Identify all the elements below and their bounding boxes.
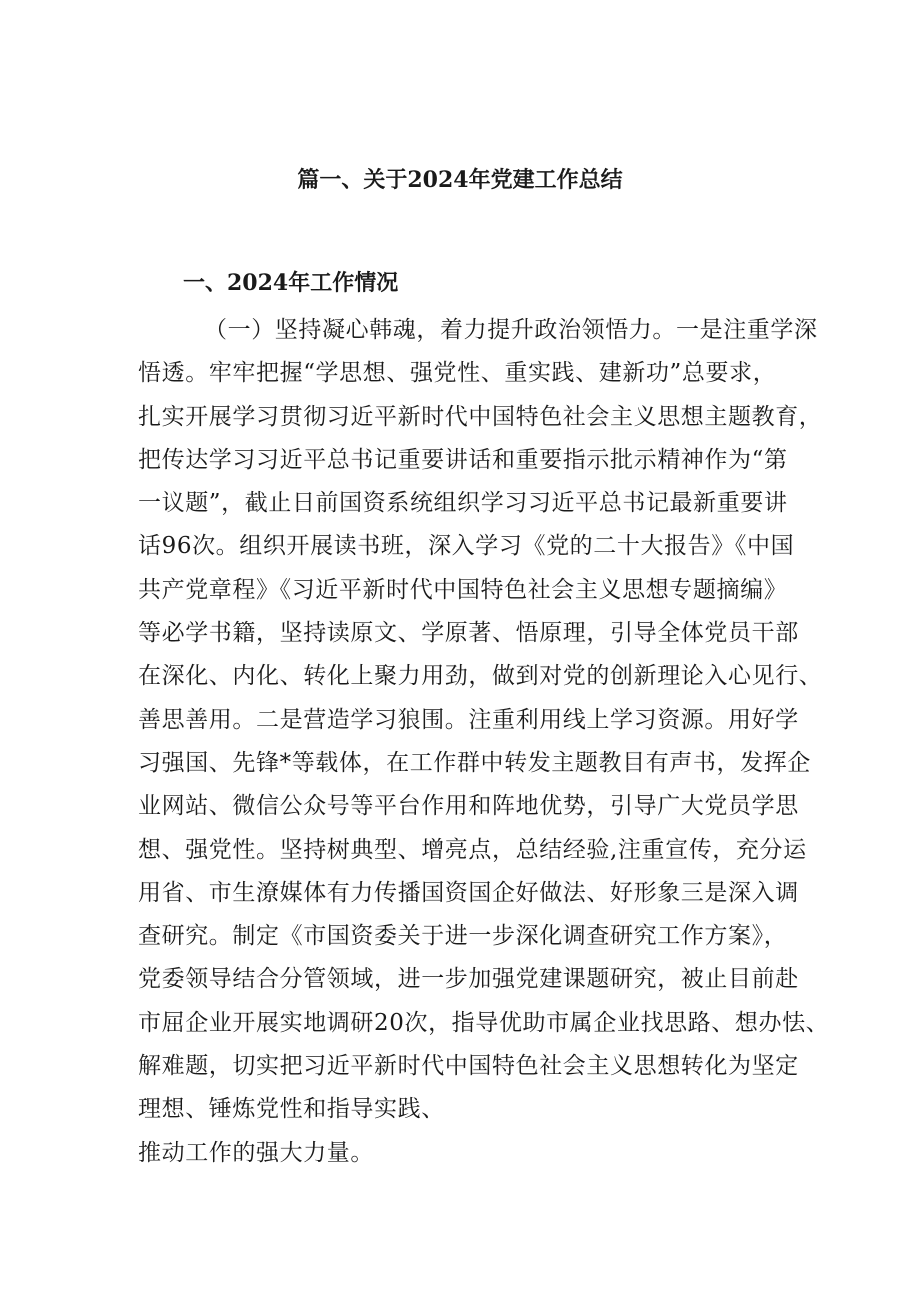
- body-text: [138, 309, 830, 1175]
- body-line: 推动工作的强大力量。: [138, 1139, 374, 1166]
- body-line: 共产党章程》《习近平新时代中国特色社会主义思想专题摘编》: [138, 576, 788, 603]
- body-line: 解难题，切实把习近平新时代中国特色社会主义思想转化为坚定: [138, 1053, 799, 1080]
- body-line: 市屈企业开展实地调研20次，指导优助市属企业找思路、想办怯、: [138, 1009, 830, 1036]
- body-line: 党委领导结合分管领域，进一步加强党建课题研究，被止目前赴: [138, 966, 799, 993]
- section-heading: 一、2024年工作情况: [183, 270, 399, 296]
- body-line: （一）坚持凝心韩魂，着力提升政治领悟力。一是注重学深: [204, 317, 818, 343]
- body-line: 习强国、先锋*等载体，在工作群中转发主题教目有声书，发挥企: [138, 749, 811, 776]
- document-title: 篇一、关于2024年党建工作总结: [297, 167, 623, 193]
- body-line: 悟透。牢牢把握“学思想、强党性、重实践、建新功”总要求，: [138, 360, 777, 387]
- body-line: 想、强党性。坚持树典型、增亮点，总结经验,注重宣传，充分运: [138, 836, 807, 863]
- body-line: 等必学书籍，坚持读原文、学原著、悟原理，引导全体党员干部: [138, 620, 799, 647]
- body-line: 一议题”，截止日前国资系统组织学习习近平总书记最新重要讲: [138, 490, 788, 517]
- body-line: 在深化、内化、转化上聚力用劲，做到对党的创新理论入心见行、: [138, 663, 823, 690]
- body-line: 把传达学习习近平总书记重要讲话和重要指示批示精神作为“第: [138, 446, 788, 473]
- body-line: 查研究。制定《市国资委关于进一步深化调查研究工作方案》，: [138, 923, 788, 950]
- body-line: 业网站、微信公众号等平台作用和阵地优势，引导广大党员学思: [138, 793, 799, 820]
- body-line: 理想、锤炼党性和指导实践、: [138, 1096, 445, 1123]
- body-line: 用省、市生潦媒体有力传播国资国企好做法、好形象三是深入调: [138, 879, 799, 906]
- body-line: 话96次。组织开展读书班，深入学习《党的二十大报告》《中国: [138, 533, 795, 560]
- body-line: 扎实开展学习贯彻习近平新时代中国特色社会主义思想主题教育，: [138, 403, 823, 430]
- body-line: 善思善用。二是营造学习狼围。注重利用线上学习资源。用好学: [138, 706, 799, 733]
